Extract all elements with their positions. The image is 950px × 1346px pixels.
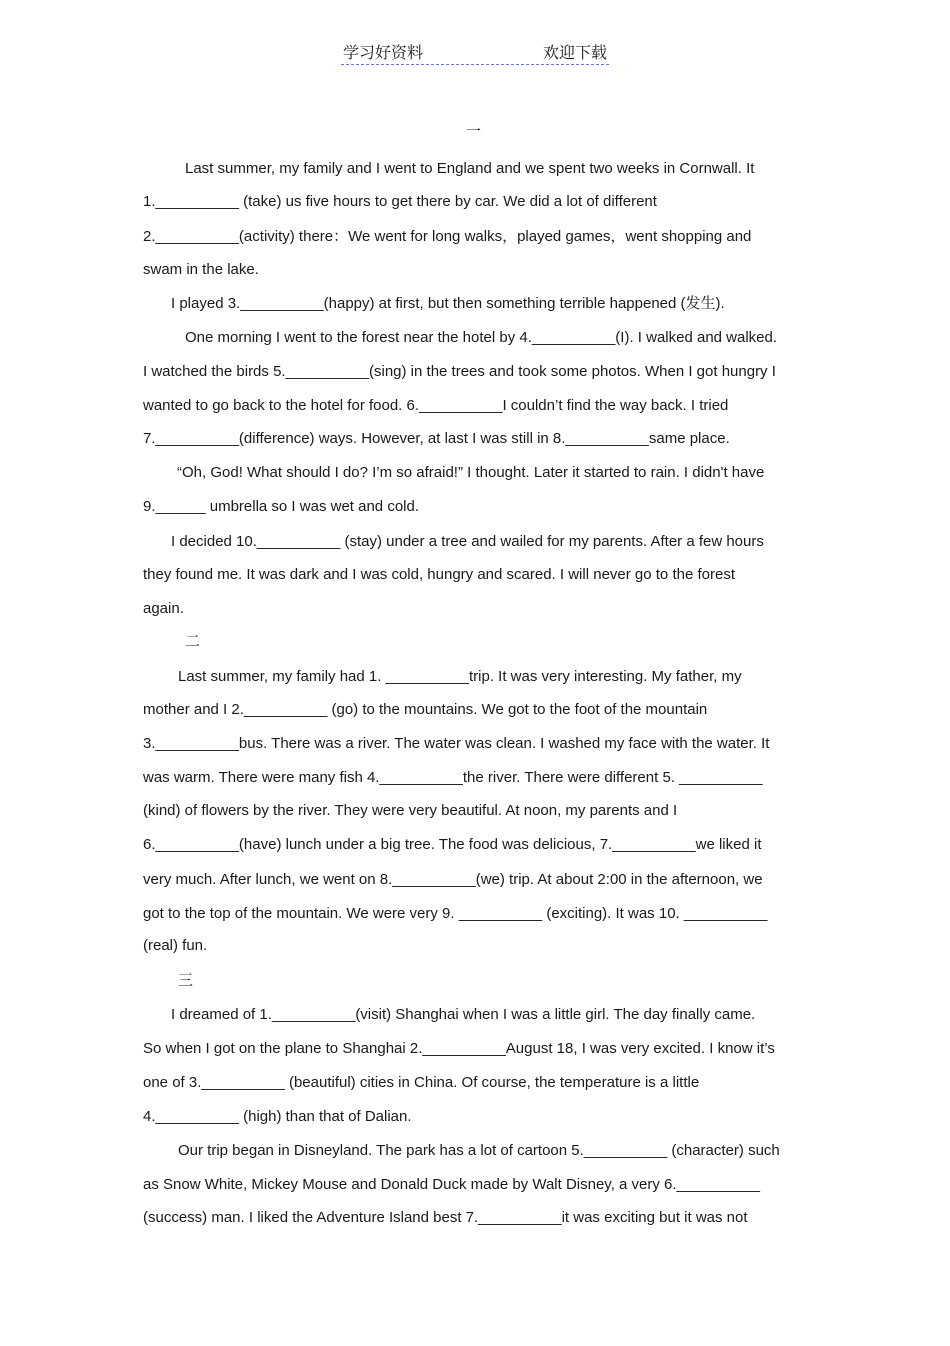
text-line: very much. After lunch, we went on 8.__________(we) trip. At about 2:00 in the afternoon, we [143,871,763,888]
text-line: 2.__________(activity) there：We went for long walks，played games，went shopping and [143,228,752,245]
text-line: Our trip began in Disneyland. The park has a lot of cartoon 5.__________ (character) such [178,1142,780,1159]
text-line: 6.__________(have) lunch under a big tree. The food was delicious, 7.__________we liked it [143,836,762,853]
header-banner [341,40,609,65]
text-line: one of 3.__________ (beautiful) cities in China. Of course, the temperature is a little [143,1074,700,1091]
text-line: “Oh, God! What should I do? I’m so afraid!” I thought. Later it started to rain. I didn't have [177,464,765,481]
text-line: 9.______ umbrella so I was wet and cold. [143,498,419,515]
page-header [0,40,950,65]
text-line: mother and I 2.__________ (go) to the mountains. We got to the foot of the mountain [143,701,708,718]
text-line: wanted to go back to the hotel for food. 6.__________I couldn’t find the way back. I tried [143,397,729,414]
text-line: I dreamed of 1.__________(visit) Shanghai when I was a little girl. The day finally came. [171,1006,756,1023]
header-left-text: 学习好资料 [342,43,423,62]
text-line: I watched the birds 5.__________(sing) in the trees and took some photos. When I got hungry I [143,363,776,380]
text-line: So when I got on the plane to Shanghai 2.__________August 18, I was very excited. I know it’s [143,1040,775,1057]
text-line: (success) man. I liked the Adventure Island best 7.__________it was exciting but it was not [143,1209,748,1226]
text-line: was warm. There were many fish 4.__________the river. There were different 5. __________ [143,769,763,786]
text-line: (kind) of flowers by the river. They were very beautiful. At noon, my parents and I [143,802,678,819]
text-line: 4.__________ (high) than that of Dalian. [143,1108,412,1125]
text-line: Last summer, my family had 1. __________trip. It was very interesting. My father, my [178,668,742,685]
section-2-marker: 二 [185,632,201,650]
text-line: got to the top of the mountain. We were very 9. __________ (exciting). It was 10. __________ [143,905,768,922]
text-line: they found me. It was dark and I was cold, hungry and scared. I will never go to the forest [143,566,735,583]
text-line: as Snow White, Mickey Mouse and Donald Duck made by Walt Disney, a very 6.__________ [143,1176,760,1193]
text-line: (real) fun. [143,937,208,954]
text-line: swam in the lake. [143,261,259,278]
text-line: 1.__________ (take) us five hours to get there by car. We did a lot of different [143,193,657,210]
text-line: One morning I went to the forest near the hotel by 4.__________(I). I walked and walked. [185,329,778,346]
section-3-marker: 三 [178,971,194,989]
text-line: I played 3.__________(happy) at first, but then something terrible happened (发生). [171,295,725,312]
header-right-text: 欢迎下载 [543,43,608,62]
text-line: again. [143,600,184,617]
text-line: Last summer, my family and I went to England and we spent two weeks in Cornwall. It [185,160,755,177]
text-line: 7.__________(difference) ways. However, at last I was still in 8.__________same place. [143,430,730,447]
text-line: 3.__________bus. There was a river. The water was clean. I washed my face with the water. It [143,735,770,752]
text-line: I decided 10.__________ (stay) under a tree and wailed for my parents. After a few hours [171,533,764,550]
section-1-marker: 一 [466,122,482,140]
